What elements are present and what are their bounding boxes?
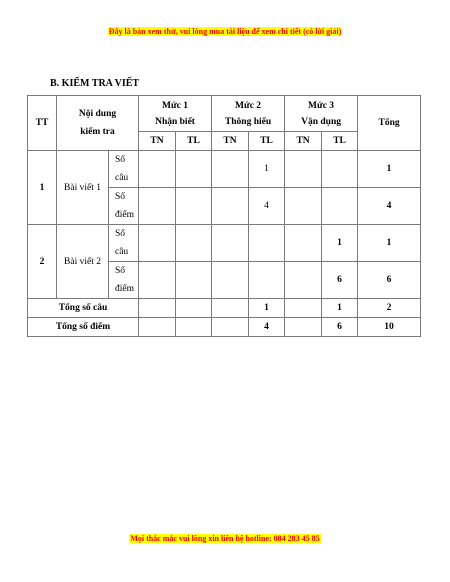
- header-level-3: Mức 3 Vận dụng: [285, 96, 358, 132]
- hotline-banner: Mọi thắc mắc vui lòng xin liên hệ hotline: 084 283 45 85: [130, 534, 320, 543]
- so-diem-label: Số điểm: [109, 188, 139, 225]
- cell: 1: [249, 151, 285, 188]
- subheader-tn: TN: [139, 132, 176, 151]
- cell: [212, 225, 249, 262]
- table-row: [28, 151, 421, 188]
- cell: [176, 188, 212, 225]
- cell: [139, 262, 176, 299]
- so-cau-label: Số câu: [109, 225, 139, 262]
- row-total: 1: [358, 151, 421, 188]
- cell: [139, 318, 176, 337]
- cell: [212, 188, 249, 225]
- cell: [285, 225, 322, 262]
- cell: [249, 225, 285, 262]
- cell: [285, 151, 322, 188]
- cell: [139, 188, 176, 225]
- cell: [139, 299, 176, 318]
- subheader-tn: TN: [285, 132, 322, 151]
- header-content: Nội dung kiểm tra: [57, 96, 139, 151]
- subheader-tl: TL: [322, 132, 358, 151]
- preview-banner: Đây là bản xem thử, vui lòng mua tài liệu để xem chi tiết (có lời giải): [108, 27, 342, 36]
- header-tt: TT: [28, 96, 57, 151]
- cell: [212, 151, 249, 188]
- cell: [285, 318, 322, 337]
- row-number: 2: [28, 225, 57, 299]
- header-row: [28, 96, 421, 132]
- cell: [176, 225, 212, 262]
- total-points-label: Tổng số điểm: [28, 318, 139, 337]
- section-title: B. KIỂM TRA VIẾT: [50, 78, 140, 89]
- cell: 1: [322, 225, 358, 262]
- so-diem-label: Số điểm: [109, 262, 139, 299]
- cell: [139, 225, 176, 262]
- cell: [212, 318, 249, 337]
- cell: 6: [322, 318, 358, 337]
- total-points-row: [28, 318, 421, 337]
- header-level-1: Mức 1 Nhận biết: [139, 96, 212, 132]
- grand-total: 10: [358, 318, 421, 337]
- subheader-tl: TL: [249, 132, 285, 151]
- cell: 1: [249, 299, 285, 318]
- cell: [285, 262, 322, 299]
- cell: 6: [322, 262, 358, 299]
- row-total: 4: [358, 188, 421, 225]
- so-cau-label: Số câu: [109, 151, 139, 188]
- header-total: Tổng: [358, 96, 421, 151]
- row-total: 6: [358, 262, 421, 299]
- cell: [249, 262, 285, 299]
- row-total: 1: [358, 225, 421, 262]
- cell: [212, 262, 249, 299]
- cell: [285, 299, 322, 318]
- cell: 4: [249, 188, 285, 225]
- row-name: Bài viết 2: [57, 225, 109, 299]
- table-row: [28, 225, 421, 262]
- row-name: Bài viết 1: [57, 151, 109, 225]
- cell: [322, 151, 358, 188]
- cell: [176, 318, 212, 337]
- cell: 4: [249, 318, 285, 337]
- total-questions-row: [28, 299, 421, 318]
- subheader-tl: TL: [176, 132, 212, 151]
- cell: [285, 188, 322, 225]
- cell: [139, 151, 176, 188]
- header-level-2: Mức 2 Thông hiểu: [212, 96, 285, 132]
- grand-total: 2: [358, 299, 421, 318]
- assessment-matrix-table: [27, 95, 421, 337]
- subheader-tn: TN: [212, 132, 249, 151]
- cell: [322, 188, 358, 225]
- cell: [176, 262, 212, 299]
- row-number: 1: [28, 151, 57, 225]
- cell: [212, 299, 249, 318]
- cell: 1: [322, 299, 358, 318]
- total-questions-label: Tổng số câu: [28, 299, 139, 318]
- cell: [176, 299, 212, 318]
- cell: [176, 151, 212, 188]
